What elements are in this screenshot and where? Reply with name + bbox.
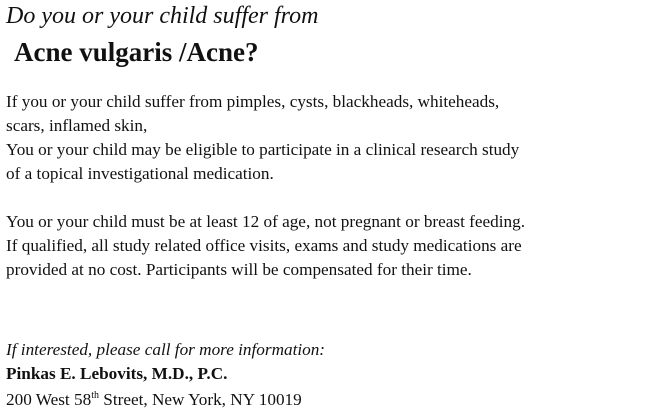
- headline-question: Do you or your child suffer from: [6, 3, 319, 29]
- eligibility-line: You or your child may be eligible to participate in a clinical research study: [6, 140, 520, 159]
- contact-prompt: If interested, please call for more information:: [6, 340, 326, 359]
- address-number: 200 West 58: [6, 390, 92, 409]
- headline-condition: Acne vulgaris /Acne?: [14, 37, 259, 67]
- eligibility-paragraph: [6, 90, 646, 186]
- requirements-line: If qualified, all study related office visits, exams and study medications are: [6, 236, 522, 255]
- contact-address: [6, 388, 302, 412]
- contact-name: Pinkas E. Lebovits, M.D., P.C.: [6, 364, 228, 383]
- requirements-line: You or your child must be at least 12 of age, not pregnant or breast feeding.: [6, 212, 526, 231]
- eligibility-line: of a topical investigational medication.: [6, 164, 274, 183]
- address-rest: Street, New York, NY 10019: [98, 390, 302, 409]
- requirements-line: provided at no cost. Participants will be compensated for their time.: [6, 260, 472, 279]
- eligibility-line: scars, inflamed skin,: [6, 116, 148, 135]
- eligibility-line: If you or your child suffer from pimples, cysts, blackheads, whiteheads,: [6, 92, 500, 111]
- address-ordinal-suffix: th: [91, 390, 99, 401]
- requirements-paragraph: [6, 210, 646, 282]
